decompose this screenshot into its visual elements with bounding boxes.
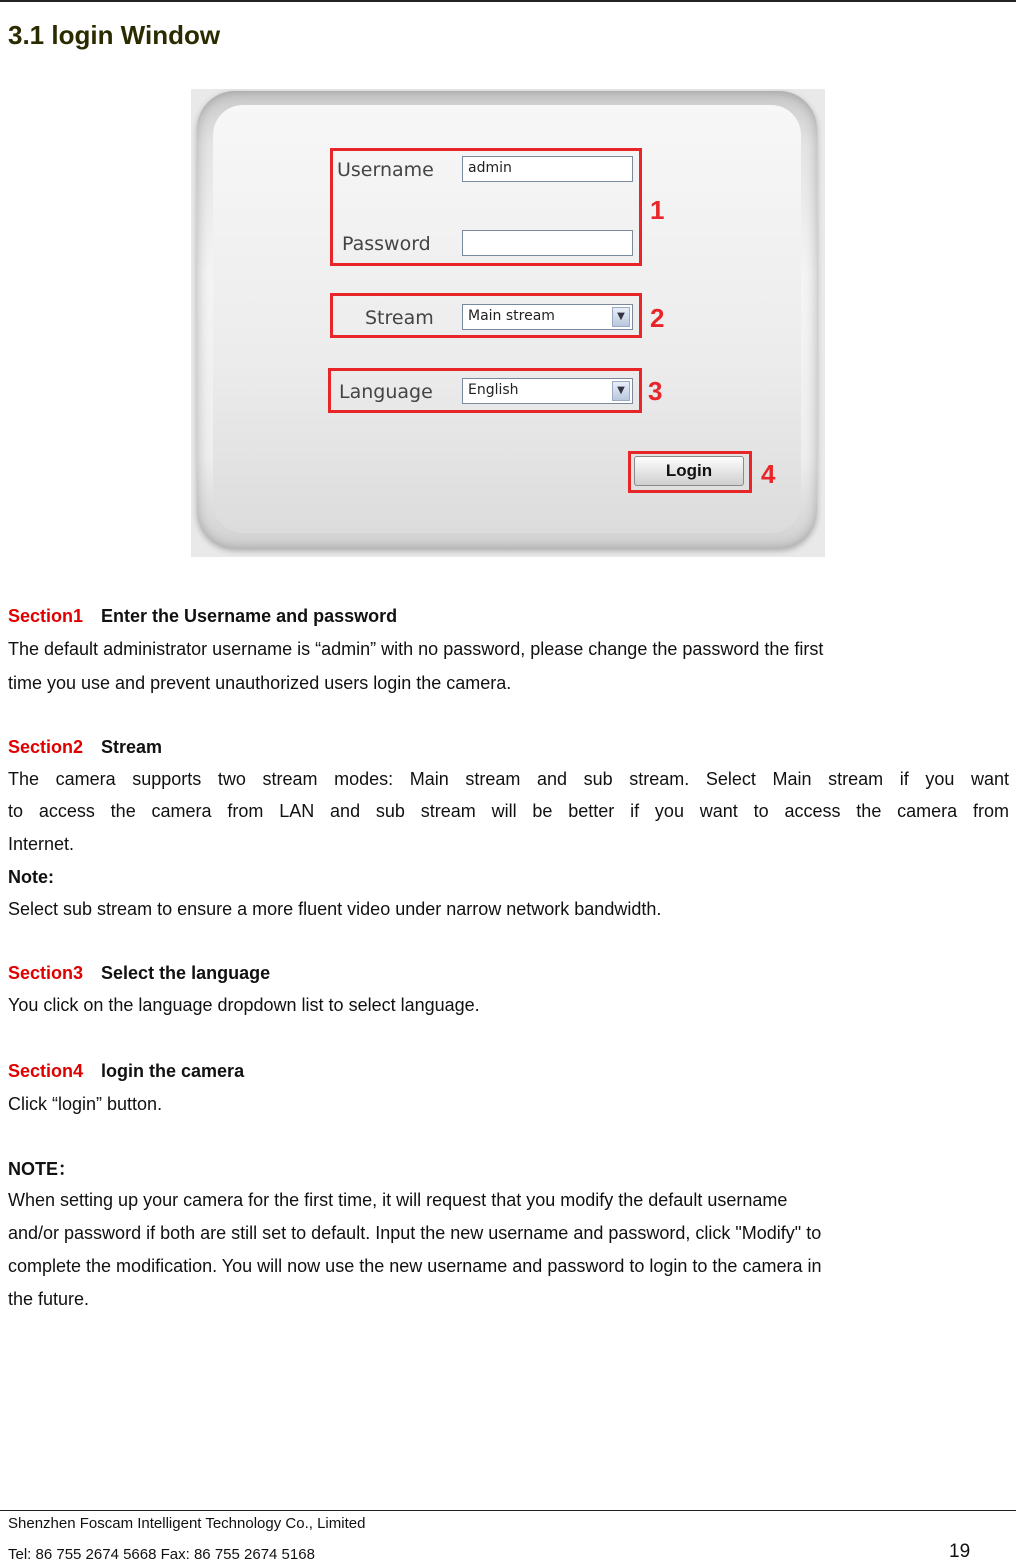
section3-label: Section3	[8, 963, 84, 983]
section2-header	[8, 736, 162, 758]
stream-select-value: Main stream	[468, 308, 555, 324]
password-input[interactable]	[462, 230, 633, 256]
section1-line-2: time you use and prevent unauthorized users login the camera.	[8, 673, 512, 693]
language-select-value: English	[468, 382, 519, 398]
stream-label: Stream	[365, 307, 434, 329]
footer-rule	[0, 1510, 1016, 1511]
callout-number-4: 4	[761, 459, 776, 489]
login-window-screenshot	[191, 89, 825, 557]
stream-select[interactable]	[462, 304, 633, 330]
note-line-2: and/or password if both are still set to default. Input the new username and password, click "Modify" to	[8, 1223, 822, 1243]
section3-title: Select the language	[101, 963, 271, 983]
section3-header	[8, 962, 270, 984]
section1-label: Section1	[8, 606, 84, 626]
note-line-4: the future.	[8, 1289, 90, 1309]
callout-number-2: 2	[650, 303, 665, 333]
section2-note-label: Note:	[8, 867, 54, 887]
section2-line-2: to access the camera from LAN and sub stream will be better if you want to access the camera from	[8, 801, 1009, 821]
section3-line-1: You click on the language dropdown list to select language.	[8, 995, 480, 1015]
section4-label: Section4	[8, 1061, 84, 1081]
section2-note-text: Select sub stream to ensure a more fluent video under narrow network bandwidth.	[8, 899, 662, 919]
section2-title: Stream	[101, 737, 163, 757]
language-select[interactable]	[462, 378, 633, 404]
section4-header	[8, 1060, 244, 1082]
section2-line-3: Internet.	[8, 834, 75, 854]
section2-label: Section2	[8, 737, 84, 757]
section4-line-1: Click “login” button.	[8, 1094, 163, 1114]
section1-line-1: The default administrator username is “admin” with no password, please change the password the first	[8, 639, 824, 659]
language-label: Language	[339, 381, 433, 403]
note-line-3: complete the modification. You will now use the new username and password to login to the camera in	[8, 1256, 822, 1276]
note-label: NOTE：	[8, 1159, 77, 1179]
section1-header	[8, 605, 397, 627]
section1-title: Enter the Username and password	[101, 606, 398, 626]
callout-number-1: 1	[650, 195, 665, 225]
page-heading: 3.1 login Window	[8, 20, 221, 50]
top-rule	[0, 0, 1016, 2]
note-line-1: When setting up your camera for the first time, it will request that you modify the default username	[8, 1190, 788, 1210]
footer-company: Shenzhen Foscam Intelligent Technology Co., Limited	[8, 1515, 366, 1532]
username-label: Username	[337, 159, 434, 181]
username-input[interactable]: admin	[462, 156, 633, 182]
password-label: Password	[342, 233, 431, 255]
footer-contact: Tel: 86 755 2674 5668 Fax: 86 755 2674 5168	[8, 1546, 315, 1563]
login-button[interactable]: Login	[634, 456, 744, 486]
chevron-down-icon[interactable]: ▼	[612, 381, 630, 401]
section2-line-1: The camera supports two stream modes: Main stream and sub stream. Select Main stream if you want	[8, 769, 1009, 789]
section4-title: login the camera	[101, 1061, 245, 1081]
callout-number-3: 3	[648, 376, 663, 406]
chevron-down-icon[interactable]: ▼	[612, 307, 630, 327]
page-number: 19	[949, 1541, 971, 1562]
